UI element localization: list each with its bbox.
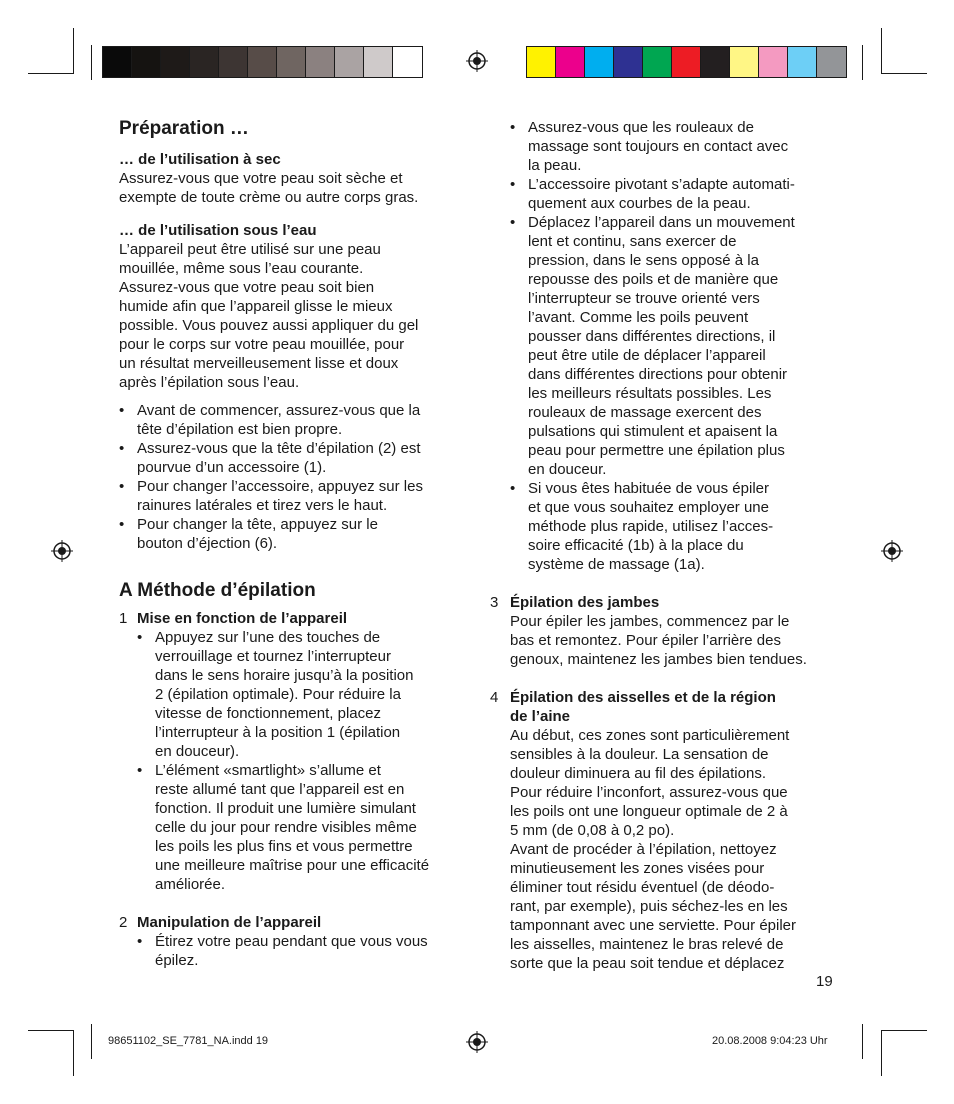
text-line: les aisselles, maintenez le bras relevé de [510,936,784,953]
list-item: • Déplacez l’appareil dans un mouvement lent et continu, sans exercer de pression, dans le sens opposé à la repousse des poils et de manière que l’interrupteur se trouve orienté vers l’avant. Comme les poils peuvent pousser dans différentes directions, il peut être utile de déplacer l’appareil dans différentes directions pour obtenir les meilleurs résultats possibles. Les rouleaux de massage exercent des pulsations qui stimulent et apaisent la peau pour permettre une épilation plus en douceur. [510,213,845,479]
item-number: 1 [119,610,128,627]
text-line: Appuyez sur l’une des touches de [155,629,381,646]
color-swatch [672,47,701,77]
item-heading: Épilation des aisselles et de la région [510,689,776,706]
item-number: 2 [119,914,128,931]
color-swatch [277,47,306,77]
crop-mark-br-h [881,1030,927,1031]
text-line: vitesse de fonctionnement, placez [155,705,381,722]
registration-mark-top-icon [466,50,488,72]
color-swatch [103,47,132,77]
preparation-bullet-list [119,401,469,553]
text-line: rant, par exemple), puis séchez-les en les [510,898,788,915]
crop-mark-br-v2 [862,1024,863,1059]
text-line: sorte que la peau soit tendue et déplacez [510,955,785,972]
list-item: • Avant de commencer, assurez-vous que la tête d’épilation est bien propre. [119,401,469,439]
text-line: 2 (épilation optimale). Pour réduire la [155,686,401,703]
list-item: • Assurez-vous que la tête d’épilation (2) est pourvue d’un accessoire (1). [119,439,469,477]
text-line: Assurez-vous que la tête d’épilation (2) est [137,440,421,457]
text-line: tamponnant avec une serviette. Pour épiler [510,917,797,934]
text-line: après l’épilation sous l’eau. [119,374,300,391]
text-line: L’appareil peut être utilisé sur une peau [119,241,381,258]
color-swatch [614,47,643,77]
text-line: méthode plus rapide, utilisez l’acces- [528,518,774,535]
text-line: celle du jour pour rendre visibles même [155,819,417,836]
text-line: l’interrupteur à la position 1 (épilation [155,724,401,741]
list-item: • Pour changer l’accessoire, appuyez sur les rainures latérales et tirez vers le haut. [119,477,469,515]
color-swatch [585,47,614,77]
color-swatch [364,47,393,77]
text-line: mouillée, même sous l’eau courante. [119,260,364,277]
text-line: massage sont toujours en contact avec [528,138,789,155]
text-line: les poils ont une longueur optimale de 2 à [510,803,788,820]
text-line: épilez. [155,952,199,969]
color-swatch [161,47,190,77]
subsection-heading-dry: … de l’utilisation à sec [119,151,281,168]
text-line: Pour réduire l’inconfort, assurez-vous que [510,784,788,801]
text-line: dans différentes directions pour obtenir [528,366,788,383]
text-line: Déplacez l’appareil dans un mouvement [528,214,795,231]
color-swatch [788,47,817,77]
section-title-preparation: Préparation … [119,118,249,139]
list-item: • L’accessoire pivotant s’adapte automati- quement aux courbes de la peau. [510,175,845,213]
usage-bullet-list [510,118,845,574]
item-heading: de l’aine [510,708,571,725]
numbered-item-3 [490,593,845,669]
text-line: un résultat merveilleusement lisse et doux [119,355,399,372]
text-line: exempte de toute crème ou autre corps gras. [119,189,419,206]
color-bar [526,46,847,78]
item-number: 4 [490,689,499,706]
text-line: améliorée. [155,876,226,893]
paragraph-wet [119,240,469,392]
text-line: en douceur. [528,461,607,478]
crop-mark-bl-v [73,1030,74,1076]
text-line: Si vous êtes habituée de vous épiler [528,480,769,497]
list-item: • Assurez-vous que les rouleaux de massage sont toujours en contact avec la peau. [510,118,845,175]
text-line: système de massage (1a). [528,556,705,573]
crop-mark-br-v [881,1030,882,1076]
grayscale-bar [102,46,423,78]
registration-mark-left-icon [51,540,73,562]
text-line: et que vous souhaitez employer une [528,499,769,516]
text-line: les meilleurs résultats possibles. Les [528,385,772,402]
color-swatch [393,47,422,77]
text-line: une meilleure maîtrise pour une efficacité [155,857,430,874]
text-line: pour le corps sur votre peau mouillée, pour [119,336,405,353]
text-line: Pour changer la tête, appuyez sur le [137,516,378,533]
crop-mark-bl-v2 [91,1024,92,1059]
registration-mark-right-icon [881,540,903,562]
text-line: pression, dans le sens opposé à la [528,252,759,269]
text-line: repousse des poils et de manière que [528,271,779,288]
registration-mark-bottom-icon [466,1031,488,1053]
list-item: • Pour changer la tête, appuyez sur le bouton d’éjection (6). [119,515,469,553]
color-swatch [248,47,277,77]
color-swatch [527,47,556,77]
right-column [490,118,845,973]
text-line: rouleaux de massage exercent des [528,404,762,421]
section-title-method: A Méthode d’épilation [119,580,316,601]
text-line: Pour changer l’accessoire, appuyez sur les [137,478,423,495]
text-line: rainures latérales et tirez vers le haut. [137,497,388,514]
text-line: douleur diminuera au fil des épilations. [510,765,766,782]
color-swatch [556,47,585,77]
numbered-item-4 [490,688,845,973]
text-line: soire efficacité (1b) à la place du [528,537,744,554]
color-swatch [219,47,248,77]
left-column [119,117,469,970]
crop-mark-bl-h [28,1030,74,1031]
text-line: éliminer tout résidu éventuel (de déodo- [510,879,775,896]
page-number: 19 [816,973,833,990]
footer-filename: 98651102_SE_7781_NA.indd 19 [108,1035,269,1047]
color-swatch [701,47,730,77]
subsection-heading-wet: … de l’utilisation sous l’eau [119,222,317,239]
color-swatch [132,47,161,77]
footer-timestamp: 20.08.2008 9:04:23 Uhr [712,1035,828,1047]
text-line: Assurez-vous que les rouleaux de [528,119,754,136]
item-heading: Épilation des jambes [510,594,660,611]
crop-mark-tl-h [28,73,74,74]
item-heading: Mise en fonction de l’appareil [137,610,348,627]
text-line: Avant de commencer, assurez-vous que la [137,402,421,419]
text-line: Avant de procéder à l’épilation, nettoyez [510,841,777,858]
list-item: • Appuyez sur l’une des touches de verrouillage et tournez l’interrupteur dans le sens horaire jusqu’à la position 2 (épilation optimale). Pour réduire la vitesse de fonctionnement, placez l’interrupteur à la position 1 (épilation en douceur). [137,628,469,761]
list-item: • Étirez votre peau pendant que vous vous épilez. [137,932,469,970]
color-swatch [759,47,788,77]
text-line: la peau. [528,157,582,174]
text-line: genoux, maintenez les jambes bien tendues. [510,651,807,668]
color-swatch [730,47,759,77]
text-line: Assurez-vous que votre peau soit sèche et [119,170,403,187]
list-item: • Si vous êtes habituée de vous épiler et que vous souhaitez employer une méthode plus rapide, utilisez l’acces- soire efficacité (1b) à la place du système de massage (1a). [510,479,845,574]
text-line: bouton d’éjection (6). [137,535,278,552]
text-line: Assurez-vous que votre peau soit bien [119,279,375,296]
text-line: pousser dans différentes directions, il [528,328,776,345]
text-line: possible. Vous pouvez aussi appliquer du gel [119,317,419,334]
text-line: 5 mm (de 0,08 à 0,2 po). [510,822,675,839]
color-swatch [817,47,846,77]
item1-bullet-list [137,628,469,894]
text-line: pulsations qui stimulent et apaisent la [528,423,778,440]
color-swatch [306,47,335,77]
text-line: l’interrupteur se trouve orienté vers [528,290,760,307]
color-swatch [190,47,219,77]
numbered-item-1 [119,609,469,894]
text-line: verrouillage et tournez l’interrupteur [155,648,391,665]
crop-mark-tr-v [881,28,882,74]
text-line: quement aux courbes de la peau. [528,195,751,212]
item-heading: Manipulation de l’appareil [137,914,322,931]
text-line: en douceur). [155,743,240,760]
list-item: • L’élément «smartlight» s’allume et reste allumé tant que l’appareil est en fonction. Il produit une lumière simulant celle du jour pour rendre visibles même les poils les plus fins et vous permettre une meilleure maîtrise pour une efficacité améliorée. [137,761,469,894]
crop-mark-tl-v2 [91,45,92,80]
text-line: fonction. Il produit une lumière simulant [155,800,416,817]
text-line: bas et remontez. Pour épiler l’arrière des [510,632,781,649]
text-line: reste allumé tant que l’appareil est en [155,781,405,798]
text-line: peut être utile de déplacer l’appareil [528,347,766,364]
color-swatch [335,47,364,77]
text-line: tête d’épilation est bien propre. [137,421,343,438]
text-line: dans le sens horaire jusqu’à la position [155,667,414,684]
item2-bullet-list [137,932,469,970]
crop-mark-tl-v [73,28,74,74]
crop-mark-tr-v2 [862,45,863,80]
text-line: lent et continu, sans exercer de [528,233,737,250]
text-line: Étirez votre peau pendant que vous vous [155,933,428,950]
text-line: L’accessoire pivotant s’adapte automati- [528,176,795,193]
text-line: Au début, ces zones sont particulièrement [510,727,790,744]
color-swatch [643,47,672,77]
paragraph-dry [119,169,469,207]
text-line: L’élément «smartlight» s’allume et [155,762,381,779]
text-line: Pour épiler les jambes, commencez par le [510,613,790,630]
text-line: sensibles à la douleur. La sensation de [510,746,769,763]
numbered-item-2 [119,913,469,970]
text-line: humide afin que l’appareil glisse le mieux [119,298,393,315]
crop-mark-tr-h [881,73,927,74]
text-line: les poils les plus fins et vous permettre [155,838,413,855]
text-line: minutieusement les zones visées pour [510,860,765,877]
item-number: 3 [490,594,499,611]
text-line: pourvue d’un accessoire (1). [137,459,327,476]
text-line: l’avant. Comme les poils peuvent [528,309,749,326]
text-line: peau pour permettre une épilation plus [528,442,785,459]
